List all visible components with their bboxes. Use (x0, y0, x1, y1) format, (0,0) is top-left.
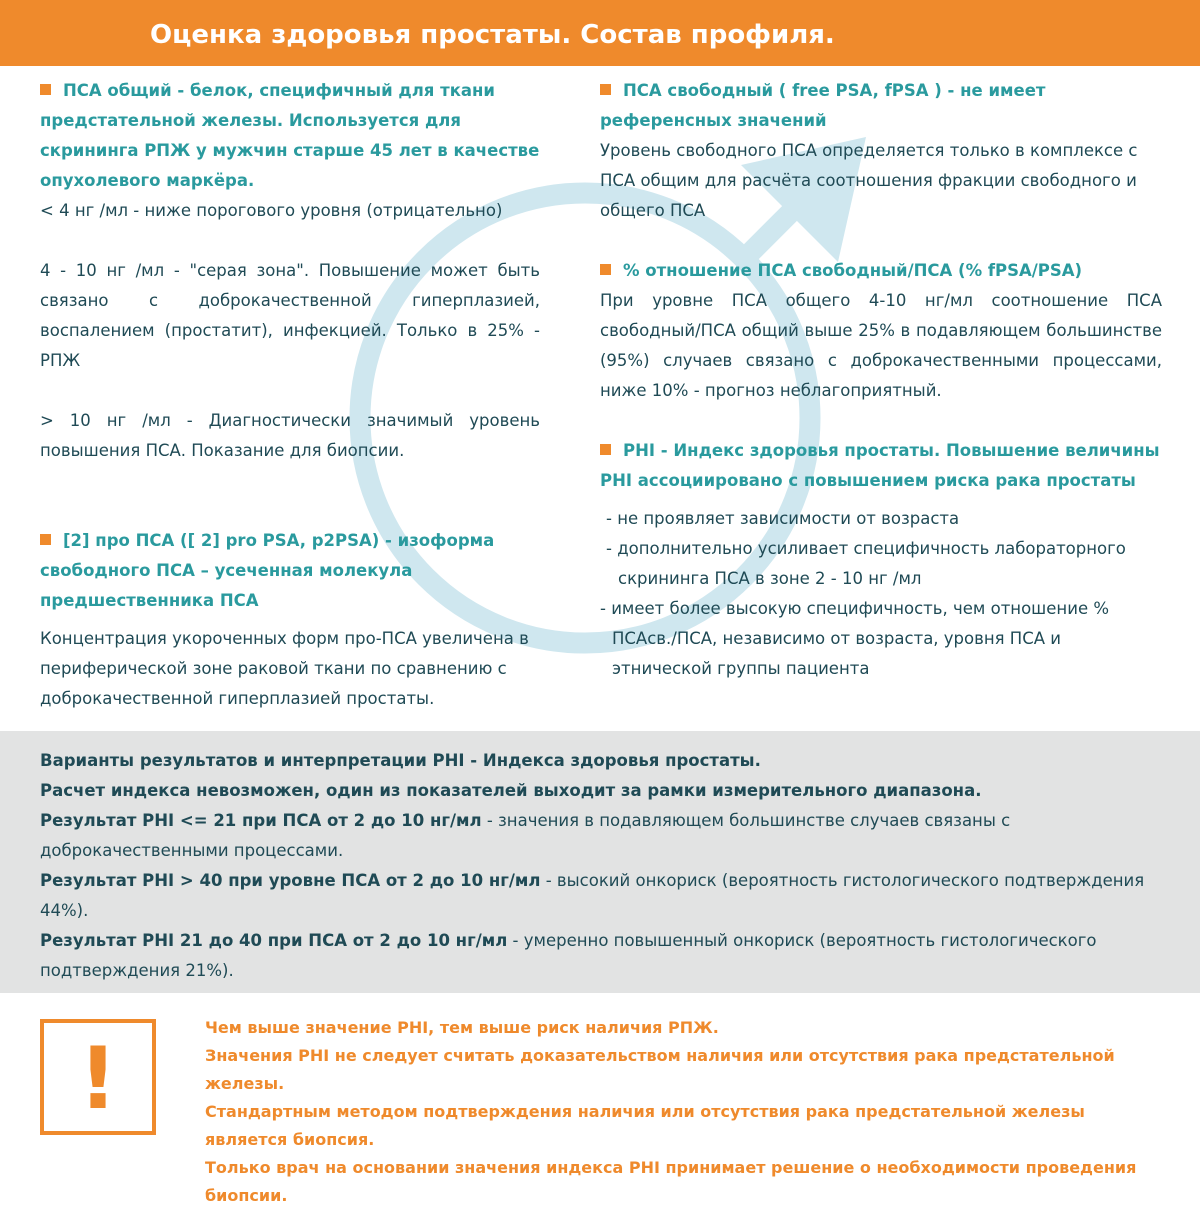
phi-title: PHI - Индекс здоровья простаты. Повышение величины PHI ассоциировано с повышением риска рака простаты (600, 441, 1160, 490)
bullet-icon (600, 84, 611, 95)
ratio-title: % отношение ПСА свободный/ПСА (% fPSA/PSA) (600, 256, 1162, 286)
left-column (40, 76, 540, 714)
bullet-icon (600, 264, 611, 275)
bullet-icon (600, 444, 611, 455)
bullet-icon (40, 534, 51, 545)
page-title: Оценка здоровья простаты. Состав профиля. (150, 20, 835, 50)
p2psa-text: Концентрация укороченных форм про-ПСА увеличена в периферической зоне раковой ткани по сравнению с доброкачественной гиперплазией простаты. (40, 629, 529, 708)
results-title: Варианты результатов и интерпретации PHI - Индекса здоровья простаты. (40, 751, 761, 770)
total-psa-title: ПСА общий - белок, специфичный для ткани предстательной железы. Используется для скрининга РПЖ у мужчин старше 45 лет в качестве опухолевого маркёра. (40, 81, 540, 190)
exclamation-icon: ! (78, 1029, 118, 1129)
bullet-icon (40, 84, 51, 95)
free-psa-title: ПСА свободный ( free PSA, fPSA ) - не имеет референсных значений (600, 81, 1046, 130)
warning-line: Значения PHI не следует считать доказательством наличия или отсутствия рака предстательной железы. (205, 1046, 1115, 1093)
result-moderate: Результат PHI 21 до 40 при ПСА от 2 до 10 нг/мл - умеренно повышенный онкориск (вероятность гистологического подтверждения 21%). (40, 931, 1097, 980)
warning-line: Стандартным методом подтверждения наличия или отсутствия рака предстательной железы является биопсия. (205, 1102, 1085, 1149)
results-line-impossible: Расчет индекса невозможен, один из показателей выходит за рамки измерительного диапазона. (40, 781, 982, 800)
warning-text (205, 1014, 1165, 1210)
warning-icon (40, 1019, 156, 1135)
phi-list-item: - имеет более высокую специфичность, чем отношение % ПСАсв./ПСА, независимо от возраста, уровня ПСА и этнической группы пациента (600, 599, 1110, 678)
warning-line: Только врач на основании значения индекса PHI принимает решение о необходимости проведения биопсии. (205, 1158, 1137, 1205)
phi-list-item: - не проявляет зависимости от возраста (606, 509, 960, 528)
total-psa-gray-zone: 4 - 10 нг /мл - "серая зона". Повышение может быть связано с доброкачественной гиперплазией, воспалением (простатит), инфекцией. Только в 25% - РПЖ (40, 261, 540, 370)
results-panel (0, 731, 1200, 993)
total-psa-significant: > 10 нг /мл - Диагностически значимый уровень повышения ПСА. Показание для биопсии. (40, 411, 540, 460)
result-low: Результат PHI <= 21 при ПСА от 2 до 10 нг/мл - значения в подавляющем большинстве случаев связаны с доброкачественными процессами. (40, 811, 1011, 860)
phi-list-item: - дополнительно усиливает специфичность лабораторного скрининга ПСА в зоне 2 - 10 нг /мл (606, 539, 1126, 588)
ratio-text: При уровне ПСА общего 4-10 нг/мл соотношение ПСА свободный/ПСА общий выше 25% в подавляющем большинстве (95%) случаев связано с доброкачественными процессами, ниже 10% - прогноз неблагоприятный. (600, 291, 1162, 400)
result-high: Результат PHI > 40 при уровне ПСА от 2 до 10 нг/мл - высокий онкориск (вероятность гистологического подтверждения 44%). (40, 871, 1145, 920)
p2psa-title: [2] про ПСА ([ 2] pro PSA, p2PSA) - изоформа свободного ПСА – усеченная молекула предшественника ПСА (40, 531, 495, 610)
total-psa-below-threshold: < 4 нг /мл - ниже порогового уровня (отрицательно) (40, 201, 503, 220)
warning-line: Чем выше значение PHI, тем выше риск наличия РПЖ. (205, 1018, 719, 1037)
free-psa-text: Уровень свободного ПСА определяется только в комплексе с ПСА общим для расчёта соотношения фракции свободного и общего ПСА (600, 141, 1138, 220)
right-column (600, 76, 1162, 684)
